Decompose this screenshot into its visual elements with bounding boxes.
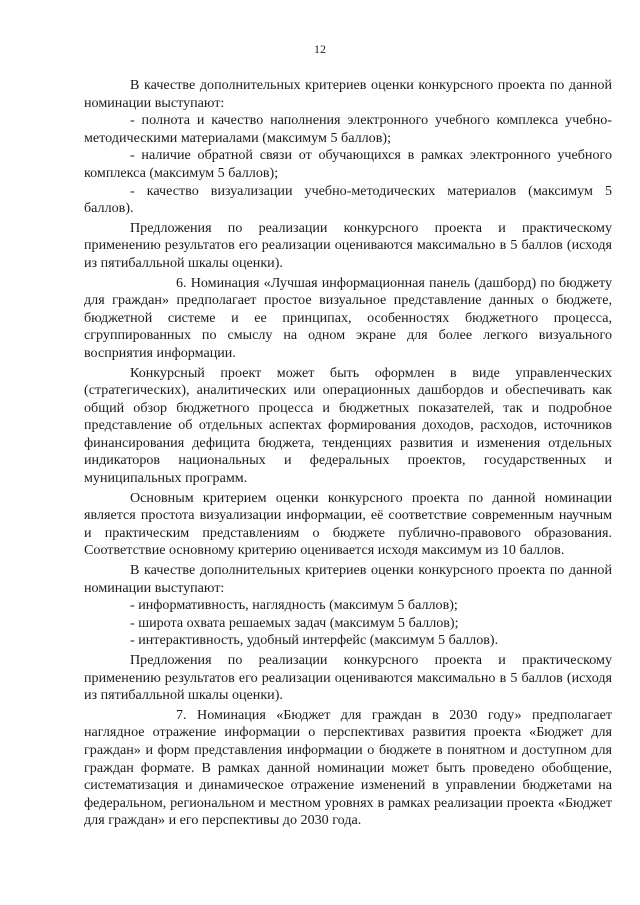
criteria-list-item bbox=[84, 147, 612, 182]
paragraph-text: Конкурсный проект может быть оформлен в виде управленческих (стратегических), аналитических или операционных дашбордов и обеспечивать как общий обзор бюджетного процесса и бюджетных показателей, так и подробное представление об отдельных аспектах формирования доходов, расходов, источников финансирования дефицита бюджета, тенденциях развития и изменения отдельных индикаторов национальных и федеральных проектов, государственных и муниципальных программ. bbox=[84, 364, 612, 487]
paragraph-text: Предложения по реализации конкурсного проекта и практическому применению результатов его реализации оцениваются максимально в 5 баллов (исходя из пятибалльной шкалы оценки). bbox=[84, 219, 612, 271]
paragraph-text: Основным критерием оценки конкурсного проекта по данной номинации является простота визуализации информации, её соответствие современным научным и практическим представлениям о бюджете публично-правового образования. Соответствие основному критерию оценивается исходя максимум из 10 баллов. bbox=[84, 489, 612, 559]
document-paragraph bbox=[84, 275, 612, 363]
document-paragraph bbox=[84, 220, 612, 273]
paragraph-text: В качестве дополнительных критериев оценки конкурсного проекта по данной номинации выступают: bbox=[84, 562, 612, 596]
paragraph-text: Номинация «Бюджет для граждан в 2030 году» предполагает наглядное отражение информации о перспективах развития проекта «Бюджет для граждан» и форм представления информации о бюджете в понятном и доступном для граждан формате. В рамках данной номинации может быть проведено обобщение, систематизация и динамическое отражение изменений в управлении бюджетами на федеральном, региональном и местном уровнях в рамках реализации проекта «Бюджет для граждан» и его перспективы до 2030 года. bbox=[84, 706, 612, 829]
paragraph-text: - информативность, наглядность (максимум 5 баллов); bbox=[130, 597, 458, 614]
document-paragraph bbox=[84, 77, 612, 112]
criteria-list-item bbox=[84, 112, 612, 147]
criteria-list-item bbox=[84, 615, 612, 633]
document-paragraph bbox=[84, 562, 612, 597]
paragraph-text: - полнота и качество наполнения электронного учебного комплекса учебно-методическими материалами (максимум 5 баллов); bbox=[84, 112, 612, 146]
criteria-list-item bbox=[84, 597, 612, 615]
document-paragraph bbox=[84, 365, 612, 488]
paragraph-text: - широта охвата решаемых задач (максимум 5 баллов); bbox=[130, 614, 459, 631]
document-paragraph bbox=[84, 652, 612, 705]
document-body bbox=[84, 77, 612, 830]
document-paragraph bbox=[84, 707, 612, 830]
paragraph-text: - наличие обратной связи от обучающихся в рамках электронного учебного комплекса (максимум 5 баллов); bbox=[84, 147, 612, 181]
criteria-list-item bbox=[84, 632, 612, 650]
paragraph-text: Предложения по реализации конкурсного проекта и практическому применению результатов его реализации оцениваются максимально в 5 баллов (исходя из пятибалльной шкалы оценки). bbox=[84, 652, 612, 704]
paragraph-text: - интерактивность, удобный интерфейс (максимум 5 баллов). bbox=[130, 632, 499, 649]
section-number: 7. bbox=[176, 706, 187, 723]
document-paragraph bbox=[84, 490, 612, 560]
page-number: 12 bbox=[314, 42, 326, 56]
paragraph-text: Номинация «Лучшая информационная панель (дашборд) по бюджету для граждан» предполагает простое визуальное представление данных о бюджете, бюджетной системе и ее принципах, особенностях бюджетного процесса, сгруппированных по смыслу на одном экране для более легкого визуального восприятия информации. bbox=[84, 274, 612, 361]
section-number: 6. bbox=[176, 274, 187, 291]
paragraph-text: - качество визуализации учебно-методических материалов (максимум 5 баллов). bbox=[84, 182, 612, 217]
criteria-list-item bbox=[84, 183, 612, 218]
paragraph-text: В качестве дополнительных критериев оценки конкурсного проекта по данной номинации выступают: bbox=[84, 77, 612, 111]
